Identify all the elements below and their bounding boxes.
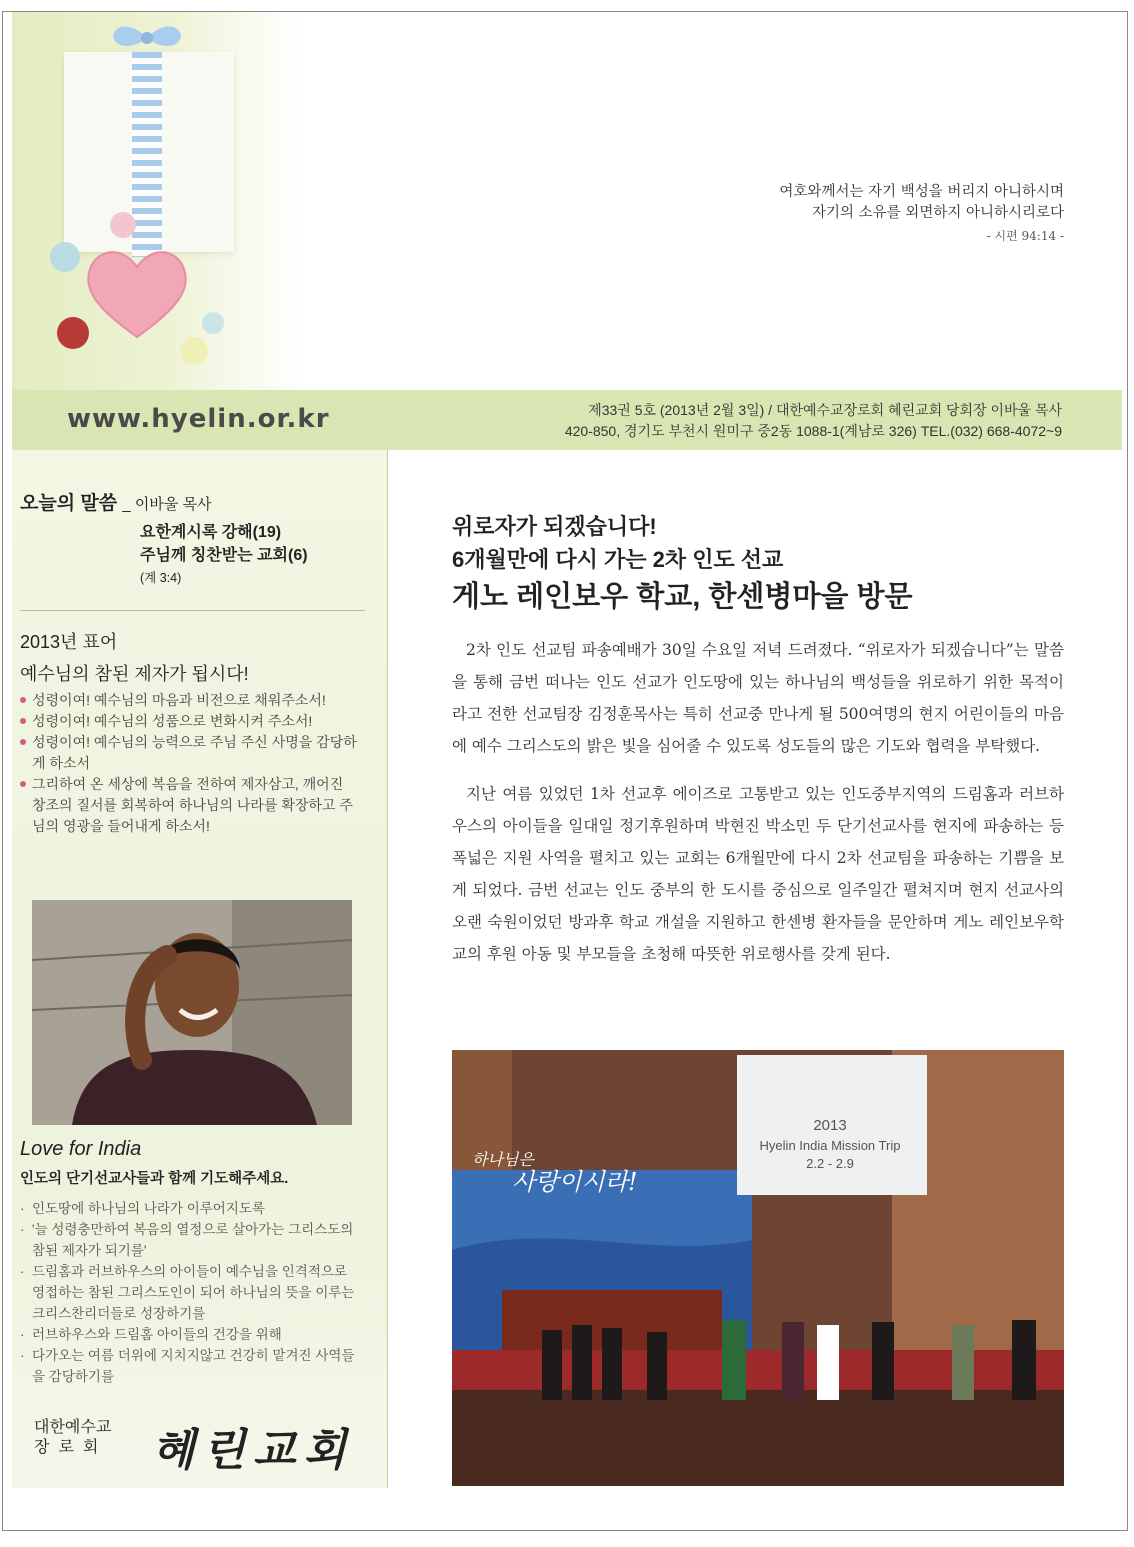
today-word-label: 오늘의 말씀	[20, 493, 118, 514]
list-item	[20, 711, 360, 732]
ribbon-bow-icon	[107, 20, 187, 56]
main-article	[452, 510, 1064, 970]
screen-title: Hyelin India Mission Trip	[759, 1138, 901, 1153]
article-title: 게노 레인보우 학교, 한센병마을 방문	[452, 581, 913, 613]
motto-section	[20, 628, 360, 837]
motto-list	[20, 690, 360, 837]
motto-year: 2013년 표어	[20, 632, 118, 652]
felt-ball	[50, 242, 80, 272]
mission-team-photo	[452, 1050, 1064, 1486]
church-name: 혜린교회	[152, 1425, 355, 1476]
list-item-text: 성령이여! 예수님의 성품으로 변화시켜 주소서!	[32, 713, 313, 729]
felt-ball	[110, 212, 136, 238]
denomination-line: 장로회	[34, 1439, 108, 1456]
list-item	[20, 732, 360, 774]
love-for-india-subtitle: 인도의 단기선교사들과 함께 기도해주세요.	[20, 1171, 289, 1187]
love-for-india-title: Love for India	[20, 1138, 142, 1160]
list-item: · '늘 성령충만하여 복음의 열정으로 살아가는 그리스도의 참된 제자가 되기를'	[20, 1219, 360, 1261]
address-line: 420-850, 경기도 부천시 원미구 중2동 1088-1(계남로 326) TEL.(032) 668-4072~9	[564, 423, 1062, 439]
today-word-section	[20, 488, 360, 590]
article-headline: 위로자가 되겠습니다!	[452, 514, 657, 539]
love-for-india-section	[20, 1138, 360, 1387]
bullet-icon	[20, 739, 26, 745]
header-banner	[12, 390, 1122, 450]
bible-verse	[779, 182, 1064, 247]
sermon-reference: (계 3:4)	[140, 571, 182, 585]
verse-reference: - 시편 94:14 -	[986, 229, 1064, 243]
prayer-list	[20, 1198, 360, 1387]
denomination-line: 대한예수교	[34, 1419, 112, 1436]
banner-text: 사랑이시라!	[512, 1168, 638, 1196]
screen-year: 2013	[813, 1117, 847, 1134]
banner-text: 하나님은	[472, 1150, 534, 1169]
list-item: · 러브하우스와 드림홈 아이들의 건강을 위해	[20, 1324, 360, 1345]
issue-info-line: 제33권 5호 (2013년 2월 3일) / 대한예수교장로회 혜린교회 당회장 이바울 목사	[588, 402, 1062, 418]
church-website-link[interactable]: www.hyelin.or.kr	[67, 404, 330, 434]
separator: _	[122, 496, 135, 513]
screen-dates: 2.2 - 2.9	[806, 1156, 854, 1171]
church-logo	[34, 1418, 374, 1478]
divider	[20, 610, 365, 611]
boy-illustration	[32, 900, 352, 1125]
gift-box-image	[12, 12, 302, 392]
verse-line: 자기의 소유를 외면하지 아니하시리로다	[812, 205, 1064, 221]
verse-line: 여호와께서는 자기 백성을 버리지 아니하시며	[779, 184, 1064, 200]
list-item: · 다가오는 여름 더위에 지치지않고 건강히 맡겨진 사역들을 감당하기를	[20, 1345, 360, 1387]
denomination	[34, 1418, 111, 1458]
pastor-name: 이바울 목사	[134, 496, 212, 513]
bullet-icon	[20, 781, 26, 787]
boy-saluting-photo	[32, 900, 352, 1125]
bullet-icon	[20, 697, 26, 703]
issue-info	[565, 400, 1062, 442]
list-item-text: 성령이여! 예수님의 마음과 비전으로 채워주소서!	[32, 692, 326, 708]
list-item: · 인도땅에 하나님의 나라가 이루어지도록	[20, 1198, 360, 1219]
article-subheadline: 6개월만에 다시 가는 2차 인도 선교	[452, 547, 784, 572]
sermon-line: 요한계시록 강해(19)	[140, 524, 282, 541]
today-word-title	[20, 488, 360, 515]
list-item-text: 그리하여 온 세상에 복음을 전하여 제자삼고, 깨어진 창조의 질서를 회복하여 하나님의 나라를 확장하고 주님의 영광을 들어내게 하소서!	[32, 776, 353, 834]
sermon-line: 주님께 칭찬받는 교회(6)	[140, 547, 308, 564]
bullet-icon	[20, 718, 26, 724]
ribbon	[132, 52, 162, 257]
list-item	[20, 690, 360, 711]
list-item	[20, 774, 360, 837]
article-paragraph: 2차 인도 선교팀 파송예배가 30일 수요일 저녁 드려졌다. “위로자가 되겠습니다”는 말씀을 통해 금번 떠나는 인도 선교가 인도땅에 있는 하나님의 백성들을 위로하기 위한 목적이라고 전한 선교팀장 김정훈목사는 특히 선교중 만나게 될 500여명의 현지 어린이들의 마음에 예수 그리스도의 밝은 빛을 심어줄 수 있도록 성도들의 많은 기도와 협력을 부탁했다.	[452, 641, 1064, 755]
heart-icon	[82, 237, 192, 347]
list-item-text: 성령이여! 예수님의 능력으로 주님 주신 사명을 감당하게 하소서	[32, 734, 357, 771]
motto-text: 예수님의 참된 제자가 됩시다!	[20, 664, 249, 684]
church-stage-illustration	[452, 1050, 1064, 1486]
list-item: · 드림홈과 러브하우스의 아이들이 예수님을 인격적으로 영접하는 참된 그리스도인이 되어 하나님의 뜻을 이루는 크리스찬리더들로 성장하기를	[20, 1261, 360, 1324]
felt-ball	[202, 312, 224, 334]
sermon-title	[140, 521, 360, 590]
article-paragraph: 지난 여름 있었던 1차 선교후 에이즈로 고통받고 있는 인도중부지역의 드림홈과 러브하우스의 아이들을 일대일 정기후원하며 박현진 박소민 두 단기선교사를 현지에 파송하는 등 폭넓은 지원 사역을 펼치고 있는 교회는 6개월만에 다시 2차 선교팀을 파송하는 기쁨을 보게 되었다. 금번 선교는 인도 중부의 한 도시를 중심으로 일주일간 펼쳐지며 현지 선교사의 오랜 숙원이었던 방과후 학교 개설을 지원하고 한센병 환자들을 문안하며 게노 레인보우학교의 후원 아동 및 부모들을 초청해 따뜻한 위로행사를 갖게 된다.	[452, 785, 1064, 963]
